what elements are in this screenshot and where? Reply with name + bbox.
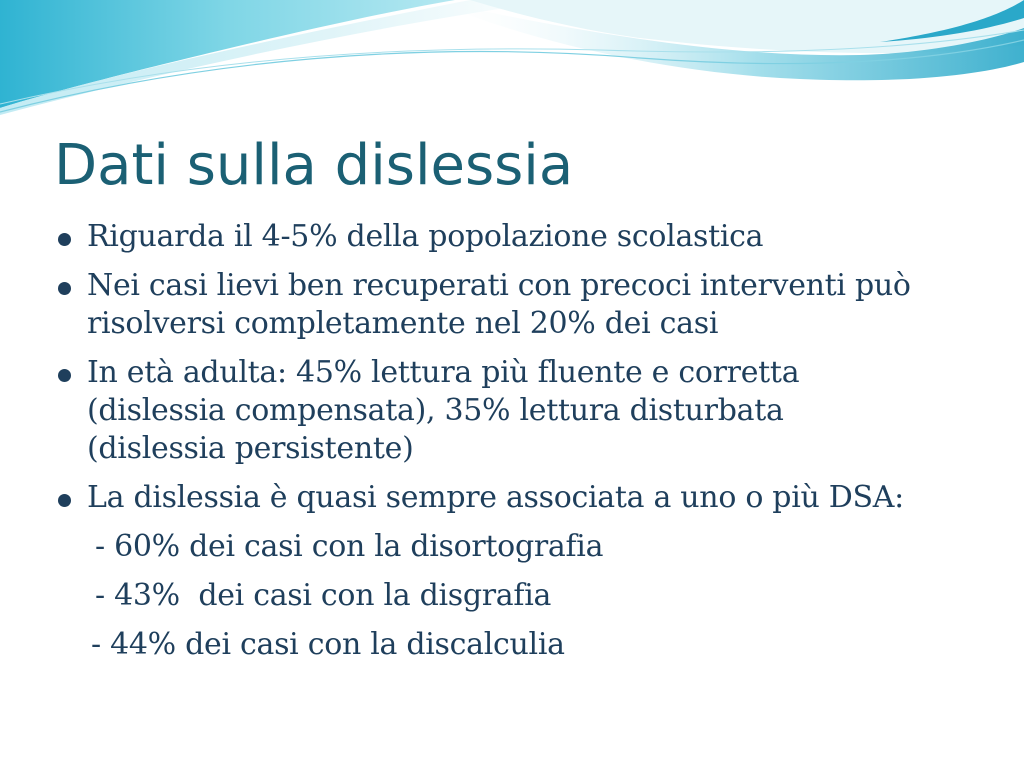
header-wave-decoration bbox=[0, 0, 1024, 130]
bullet-text: Riguarda il 4-5% della popolazione scolastica bbox=[87, 219, 764, 254]
bullet-text: (dislessia persistente) bbox=[87, 431, 414, 466]
bullet-text: Nei casi lievi ben recuperati con precoci interventi può bbox=[87, 268, 911, 303]
bullet-item bbox=[58, 267, 998, 343]
bullet-item bbox=[58, 218, 998, 256]
bullet-list bbox=[58, 218, 998, 517]
bullet-text: In età adulta: 45% lettura più fluente e corretta bbox=[87, 355, 800, 390]
bullet-dot-icon bbox=[58, 369, 71, 382]
sub-item-disortografia: - 60% dei casi con la disortografia bbox=[95, 529, 604, 564]
slide-body bbox=[58, 218, 998, 675]
bullet-dot-icon bbox=[58, 282, 71, 295]
bullet-item bbox=[58, 479, 998, 517]
slide-title: Dati sulla dislessia bbox=[54, 133, 574, 198]
sub-item-disgrafia: - 43% dei casi con la disgrafia bbox=[95, 578, 552, 613]
bullet-item bbox=[58, 354, 998, 468]
sub-item-discalculia: - 44% dei casi con la discalculia bbox=[91, 627, 565, 662]
bullet-dot-icon bbox=[58, 494, 71, 507]
bullet-text: (dislessia compensata), 35% lettura disturbata bbox=[87, 393, 784, 428]
bullet-text: risolversi completamente nel 20% dei casi bbox=[87, 306, 719, 341]
bullet-dot-icon bbox=[58, 233, 71, 246]
bullet-text: La dislessia è quasi sempre associata a uno o più DSA: bbox=[87, 480, 904, 515]
